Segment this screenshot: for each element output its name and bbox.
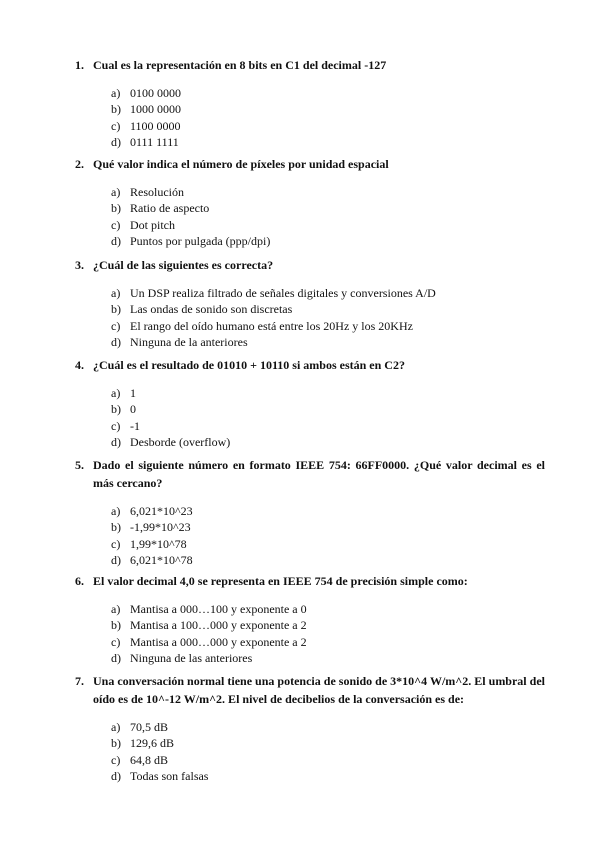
option-b [111,735,545,751]
question-number: 6. [75,574,84,588]
option-d [111,768,545,784]
option-letter: b) [111,618,121,633]
option-letter: c) [111,217,121,232]
option-text: -1 [130,418,140,433]
question-6 [75,572,545,666]
option-a [111,601,545,617]
option-text: Resolución [130,185,184,199]
question-text: Cual es la representación en 8 bits en C1 del decimal -127 [93,58,387,72]
option-text: Dot pitch [130,217,175,232]
option-text: Las ondas de sonido son discretas [130,302,293,317]
option-letter: a) [111,286,121,300]
option-text: 1,99*10^78 [130,536,187,551]
option-d [111,650,545,666]
question-text: Una conversación normal tiene una potencia de sonido de 3*10^4 W/m^2. El umbral del oído es de 10^-12 W/m^2. El nivel de decibelios de la conversación es de: [93,674,545,706]
option-text: Desborde (overflow) [130,434,231,449]
question-number: 7. [75,674,84,688]
option-letter: b) [111,520,121,535]
options-list [111,184,545,249]
question-header [75,672,545,708]
option-letter: d) [111,434,121,449]
option-a [111,184,545,200]
question-text: ¿Cuál de las siguientes es correcta? [93,258,274,272]
option-text: 0 [130,402,136,417]
option-d [111,552,545,568]
option-letter: c) [111,752,121,767]
option-text: Mantisa a 100…000 y exponente a 2 [130,618,307,633]
option-text: -1,99*10^23 [130,520,191,535]
question-header [75,456,545,492]
question-text: ¿Cuál es el resultado de 01010 + 10110 si ambos están en C2? [93,358,405,372]
option-c [111,217,545,233]
option-letter: a) [111,86,121,100]
options-list [111,719,545,784]
option-c [111,118,545,134]
option-text: Ninguna de la anteriores [130,334,248,349]
question-header [75,56,545,74]
option-text: Ninguna de las anteriores [130,650,253,665]
option-a [111,285,545,301]
option-text: 64,8 dB [130,752,169,767]
option-letter: c) [111,536,121,551]
option-text: 6,021*10^23 [130,504,193,518]
option-letter: d) [111,334,121,349]
option-letter: d) [111,552,121,567]
question-text: El valor decimal 4,0 se representa en IEEE 754 de precisión simple como: [93,574,468,588]
question-7 [75,672,545,784]
option-text: 1000 0000 [130,102,181,117]
option-letter: c) [111,634,121,649]
question-number: 4. [75,358,84,372]
option-text: Mantisa a 000…000 y exponente a 2 [130,634,307,649]
question-header [75,572,545,590]
options-list [111,385,545,450]
option-letter: a) [111,185,121,199]
option-d [111,134,545,150]
option-c [111,536,545,552]
options-list [111,503,545,568]
option-letter: a) [111,504,121,518]
option-text: Todas son falsas [130,768,209,783]
option-letter: b) [111,736,121,751]
option-text: 0100 0000 [130,86,181,100]
question-number: 2. [75,157,84,171]
option-c [111,418,545,434]
option-letter: b) [111,402,121,417]
option-b [111,200,545,216]
question-number: 5. [75,458,84,472]
option-a [111,719,545,735]
option-text: 1100 0000 [130,118,181,133]
option-text: 129,6 dB [130,736,175,751]
question-header [75,356,545,374]
question-text: Qué valor indica el número de píxeles por unidad espacial [93,157,389,171]
option-d [111,334,545,350]
option-letter: c) [111,118,121,133]
option-b [111,617,545,633]
option-letter: d) [111,650,121,665]
option-text: El rango del oído humano está entre los 20Hz y los 20KHz [130,318,413,333]
option-letter: d) [111,134,121,149]
option-c [111,752,545,768]
question-2 [75,155,545,249]
options-list [111,85,545,150]
option-letter: d) [111,233,121,248]
option-letter: a) [111,720,121,734]
option-letter: b) [111,302,121,317]
question-5 [75,456,545,568]
options-list [111,285,545,350]
option-text: 1 [130,386,136,400]
question-header [75,155,545,173]
option-c [111,634,545,650]
option-b [111,301,545,317]
question-4 [75,356,545,450]
option-text: 6,021*10^78 [130,552,193,567]
option-text: Ratio de aspecto [130,201,210,216]
question-1 [75,56,545,150]
option-text: Mantisa a 000…100 y exponente a 0 [130,602,307,616]
option-text: Un DSP realiza filtrado de señales digitales y conversiones A/D [130,286,436,300]
option-letter: c) [111,318,121,333]
option-b [111,401,545,417]
option-letter: c) [111,418,121,433]
question-number: 1. [75,58,84,72]
option-d [111,233,545,249]
options-list [111,601,545,666]
option-b [111,101,545,117]
question-text: Dado el siguiente número en formato IEEE 754: 66FF0000. ¿Qué valor decimal es el más cercano? [93,458,545,490]
option-letter: b) [111,201,121,216]
option-text: Puntos por pulgada (ppp/dpi) [130,233,271,248]
option-letter: a) [111,602,121,616]
option-a [111,385,545,401]
option-letter: d) [111,768,121,783]
option-letter: b) [111,102,121,117]
option-b [111,519,545,535]
option-c [111,318,545,334]
question-header [75,256,545,274]
option-a [111,503,545,519]
option-d [111,434,545,450]
option-text: 70,5 dB [130,720,169,734]
option-a [111,85,545,101]
question-number: 3. [75,258,84,272]
option-letter: a) [111,386,121,400]
option-text: 0111 1111 [130,134,179,149]
question-3 [75,256,545,350]
